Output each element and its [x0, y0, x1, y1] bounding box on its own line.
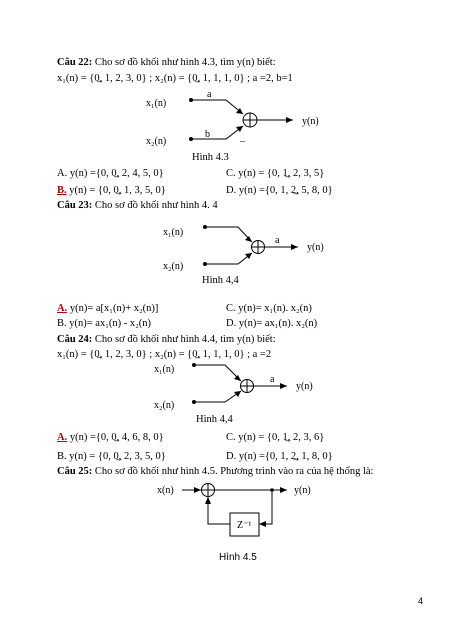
- fig43-a-label: a: [207, 89, 212, 100]
- q23-option-a: A. y(n)= a[x₁(n)+ x₂(n)]: [57, 303, 159, 314]
- q25-heading: Câu 25: Cho sơ đồ khối như hình 4.5. Phương trình vào ra của hệ thống là:: [57, 466, 374, 477]
- q23-option-c: C. y(n)= x₁(n). x₂(n): [226, 303, 312, 314]
- fig44a-x1-label: x₁(n): [163, 227, 184, 238]
- q24-option-b: B. y(n) = {0, 0̲, 2, 3, 5, 0}: [57, 451, 166, 462]
- fig44b-caption: Hình 4,4: [196, 414, 233, 425]
- fig43-minus-label: –: [240, 136, 245, 147]
- fig45-y-label: y(n): [294, 485, 311, 496]
- q24-heading: Câu 24: Cho sơ đồ khối như hình 4.4, tìm y(n) biết:: [57, 334, 276, 345]
- q22-option-b: B. y(n) = {0, 0̲, 1, 3, 5, 0}: [57, 185, 166, 196]
- fig44b-y-label: y(n): [296, 381, 313, 392]
- fig45-x-label: x(n): [157, 485, 174, 496]
- q24-option-a: A. y(n) ={0, 0̲, 4, 6, 8, 0}: [57, 432, 164, 443]
- figure-4-4-q24: [154, 363, 313, 425]
- fig43-x2-label: x₂(n): [146, 136, 167, 147]
- fig45-delay-label: Z⁻¹: [237, 520, 252, 531]
- figure-4-5: [157, 484, 311, 564]
- fig43-caption: Hình 4.3: [192, 152, 229, 163]
- q22-option-d: D. y(n) ={0, 1, 2̲, 5, 8, 0}: [226, 185, 333, 196]
- fig44b-x2-label: x₂(n): [154, 400, 175, 411]
- figure-4-3: [146, 89, 319, 163]
- fig43-y-label: y(n): [302, 116, 319, 127]
- q23-option-d: D. y(n)= ax₁(n). x₂(n): [226, 318, 318, 329]
- fig44a-caption: Hình 4,4: [202, 275, 239, 286]
- fig43-b-label: b: [205, 129, 210, 140]
- fig44a-y-label: y(n): [307, 242, 324, 253]
- fig44b-a-label: a: [270, 374, 275, 385]
- fig43-x1-label: x₁(n): [146, 98, 167, 109]
- q22-option-c: C. y(n) = {0, 1̲, 2, 3, 5}: [226, 168, 325, 179]
- q22-option-a: A. y(n) ={0, 0̲, 2, 4, 5, 0}: [57, 168, 164, 179]
- q23-option-b: B. y(n)= ax₁(n) - x₂(n): [57, 318, 152, 329]
- q22-heading: Câu 22: Cho sơ đồ khối như hình 4.3, tìm y(n) biết:: [57, 57, 276, 68]
- q24-option-c: C. y(n) = {0, 1̲, 2, 3, 6}: [226, 432, 325, 443]
- page-number: 4: [418, 596, 424, 606]
- figure-4-4-q23: [163, 225, 324, 286]
- q24-option-d: D. y(n) ={0, 1, 2̲, 1, 8, 0}: [226, 451, 333, 462]
- q24-given: x₁(n) = {0̲, 1, 2, 3, 0} ; x₂(n) = {0̲, 1, 1, 1, 0} ; a =2: [57, 349, 272, 360]
- fig44b-x1-label: x₁(n): [154, 364, 175, 375]
- q23-heading: Câu 23: Cho sơ đồ khối như hình 4. 4: [57, 200, 218, 211]
- fig45-caption: Hình 4.5: [219, 552, 257, 563]
- fig44a-x2-label: x₂(n): [163, 261, 184, 272]
- fig44a-a-label: a: [275, 235, 280, 246]
- q22-given: x₁(n) = {0̲, 1, 2, 3, 0} ; x₂(n) = {0̲, 1, 1, 1, 0} ; a =2, b=1: [57, 73, 293, 84]
